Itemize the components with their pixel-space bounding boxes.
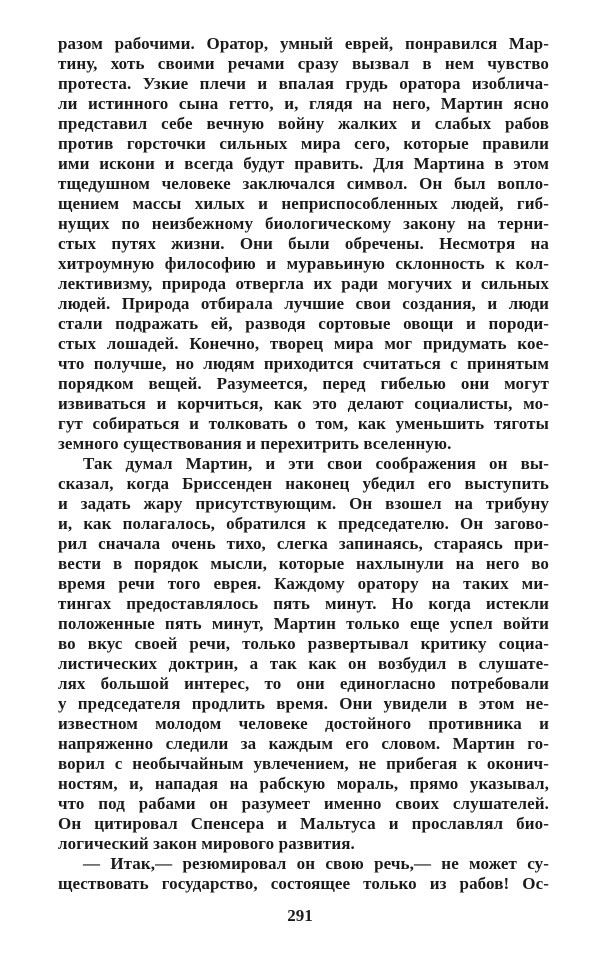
text-line: извиваться и корчиться, как это делают социалисты, мо- <box>58 394 549 413</box>
text-line: ли истинного сына гетто, и, глядя на него, Мартин ясно <box>58 94 549 113</box>
text-line: и, как полагалось, обратился к председателю. Он загово- <box>58 514 549 533</box>
text-line: нущих по неизбежному биологическому закону на терни- <box>58 214 549 233</box>
text-line: известном молодом человеке достойного противника и <box>58 714 549 733</box>
text-line: тингах предоставлялось пять минут. Но когда истекли <box>58 594 549 613</box>
text-line: ностям, и, нападая на рабскую мораль, прямо указывал, <box>58 774 549 793</box>
text-line: напряженно следили за каждым его словом. Мартин го- <box>58 734 549 753</box>
text-line: листических доктрин, а так как он возбудил в слушате- <box>58 654 549 673</box>
text-line: стых путях жизни. Они были обречены. Несмотря на <box>58 234 549 253</box>
text-line: хитроумную философию и муравьиную склонность к кол- <box>58 254 549 273</box>
paragraph-start-line: Так думал Мартин, и эти свои соображения он вы- <box>83 454 549 473</box>
text-line: тщедушном человеке заключался символ. Он был вопло- <box>58 174 549 193</box>
text-line: сказал, когда Бриссенден наконец убедил его выступить <box>58 474 549 493</box>
page-text <box>58 34 549 894</box>
text-line: время речи того еврея. Каждому оратору на таких ми- <box>58 574 549 593</box>
text-line: стых лошадей. Конечно, творец мира мог придумать кое- <box>58 334 549 353</box>
text-line: рил сначала очень тихо, слегка запинаясь, стараясь при- <box>58 534 549 553</box>
text-line: земного существования и перехитрить вселенную. <box>58 434 452 453</box>
text-line: гут собираться и толковать о том, как уменьшить тяготы <box>58 414 549 433</box>
text-line: во вкус своей речи, только развертывал критику социа- <box>58 634 549 653</box>
text-line: против горсточки сильных мира сего, которые правили <box>58 134 549 153</box>
text-line: ими искони и всегда будут править. Для Мартина в этом <box>58 154 549 173</box>
text-line: порядком вещей. Разумеется, перед гибелью они могут <box>58 374 549 393</box>
text-line: ворил с необычайным увлечением, не прибегая к оконич- <box>58 754 549 773</box>
text-line: щением массы хилых и неприспособленных людей, гиб- <box>58 194 549 213</box>
text-line: стали подражать ей, разводя сортовые овощи и породи- <box>58 314 549 333</box>
text-line: вести в порядок мысли, которые нахлынули на него во <box>58 554 549 573</box>
text-line: что под рабами он разумеет именно своих слушателей. <box>58 794 549 813</box>
page-number: 291 <box>287 906 313 925</box>
text-line: ществовать государство, состоящее только из рабов! Ос- <box>58 874 549 893</box>
text-line: разом рабочими. Оратор, умный еврей, понравился Мар- <box>58 34 549 53</box>
paragraph-start-line: — Итак,— резюмировал он свою речь,— не может су- <box>83 854 549 873</box>
text-line: у председателя продлить время. Они увидели в этом не- <box>58 694 549 713</box>
text-line: лях большой интерес, то они единогласно потребовали <box>58 674 549 693</box>
text-line: тину, хоть своими речами сразу вызвал в нем чувство <box>58 54 549 73</box>
text-line: людей. Природа отбирала лучшие свои создания, и люди <box>58 294 549 313</box>
text-line: лективизму, природа отвергла их ради могучих и сильных <box>58 274 549 293</box>
text-line: Он цитировал Спенсера и Мальтуса и прославлял био- <box>58 814 549 833</box>
text-line: протеста. Узкие плечи и впалая грудь оратора изоблича- <box>58 74 549 93</box>
text-line: что получше, но людям приходится считаться с принятым <box>58 354 549 373</box>
text-line: положенные пять минут, Мартин только еще успел войти <box>58 614 549 633</box>
text-line: логический закон мирового развития. <box>58 834 355 853</box>
text-line: и задать жару присутствующим. Он взошел на трибуну <box>58 494 549 513</box>
text-line: представил себе вечную войну жалких и слабых рабов <box>58 114 549 133</box>
